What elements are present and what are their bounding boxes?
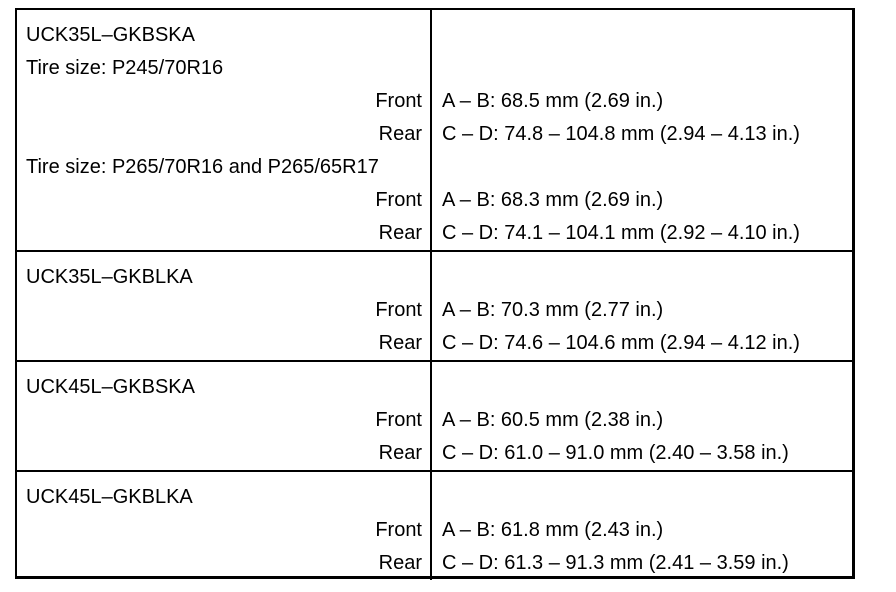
spacer <box>432 481 852 514</box>
spacer <box>432 371 852 404</box>
section-values <box>432 252 852 360</box>
position-front-label: Front <box>375 90 422 112</box>
tire-size-label: Tire size: P265/70R16 and P265/65R17 <box>26 156 379 178</box>
front-value: A – B: 68.5 mm (2.69 in.) <box>442 90 664 112</box>
position-front-label: Front <box>375 189 422 211</box>
section-uck35l-gkblka <box>17 250 852 360</box>
rear-value: C – D: 74.1 – 104.1 mm (2.92 – 4.10 in.) <box>442 222 800 244</box>
spec-table <box>15 8 855 579</box>
section-labels <box>17 252 432 360</box>
rear-value: C – D: 61.3 – 91.3 mm (2.41 – 3.59 in.) <box>442 552 789 574</box>
position-rear-label: Rear <box>378 552 422 574</box>
front-value: A – B: 61.8 mm (2.43 in.) <box>442 519 664 541</box>
model-name: UCK45L–GKBSKA <box>26 376 195 398</box>
section-labels <box>17 10 432 250</box>
section-labels <box>17 472 432 580</box>
section-values <box>432 10 852 250</box>
position-front-label: Front <box>375 409 422 431</box>
section-values <box>432 362 852 470</box>
spacer <box>432 151 852 184</box>
tire-size-label: Tire size: P245/70R16 <box>26 57 224 79</box>
position-rear-label: Rear <box>378 332 422 354</box>
model-name: UCK35L–GKBLKA <box>26 266 193 288</box>
section-labels <box>17 362 432 470</box>
rear-value: C – D: 61.0 – 91.0 mm (2.40 – 3.58 in.) <box>442 442 789 464</box>
front-value: A – B: 70.3 mm (2.77 in.) <box>442 299 664 321</box>
position-front-label: Front <box>375 299 422 321</box>
front-value: A – B: 68.3 mm (2.69 in.) <box>442 189 664 211</box>
section-uck45l-gkbska <box>17 360 852 470</box>
model-name: UCK35L–GKBSKA <box>26 24 195 46</box>
rear-value: C – D: 74.8 – 104.8 mm (2.94 – 4.13 in.) <box>442 123 800 145</box>
front-value: A – B: 60.5 mm (2.38 in.) <box>442 409 664 431</box>
position-front-label: Front <box>375 519 422 541</box>
rear-value: C – D: 74.6 – 104.6 mm (2.94 – 4.12 in.) <box>442 332 800 354</box>
spacer <box>432 19 852 52</box>
section-uck35l-gkbska <box>17 10 852 250</box>
position-rear-label: Rear <box>378 442 422 464</box>
section-uck45l-gkblka <box>17 470 852 580</box>
position-rear-label: Rear <box>378 222 422 244</box>
spacer <box>432 52 852 85</box>
model-name: UCK45L–GKBLKA <box>26 486 193 508</box>
spacer <box>432 261 852 294</box>
section-values <box>432 472 852 580</box>
position-rear-label: Rear <box>378 123 422 145</box>
